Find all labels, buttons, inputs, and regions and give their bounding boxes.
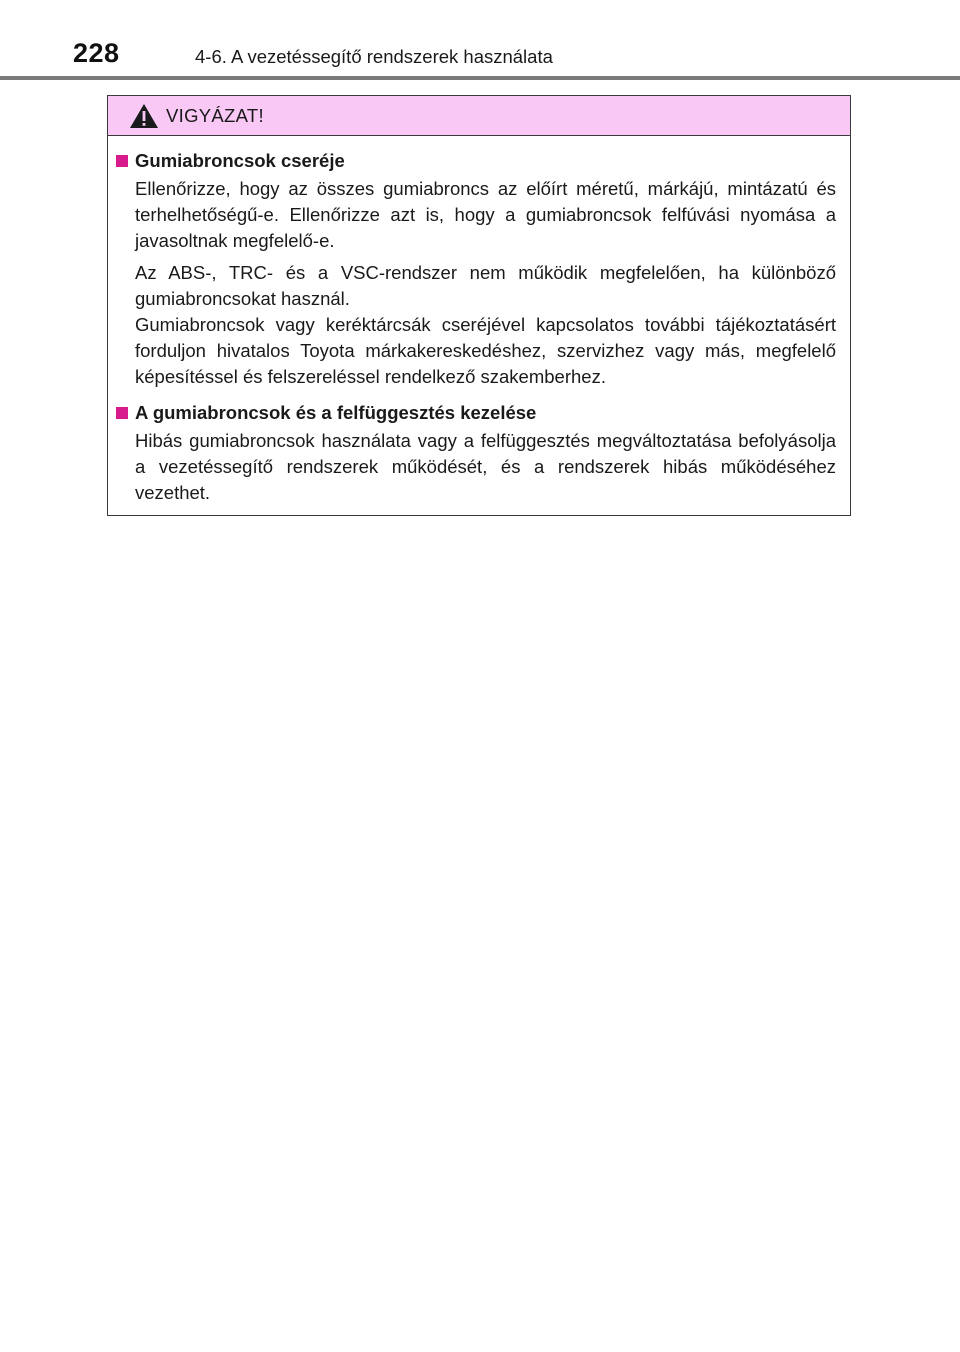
- item-heading: [114, 400, 836, 426]
- paragraph: Hibás gumiabroncsok használata vagy a felfüggesztés megváltoztatása befolyásolja a vezetéssegítő rendszerek működését, és a rendszerek hibás működéséhez vezethet.: [135, 430, 836, 503]
- warning-title: VIGYÁZAT!: [166, 105, 264, 126]
- paragraph: Az ABS-, TRC- és a VSC-rendszer nem működik megfelelően, ha különböző gumiabroncsokat használ.: [135, 262, 836, 309]
- warning-item-suspension: [114, 400, 836, 506]
- square-bullet-icon: [116, 155, 128, 167]
- warning-header: [108, 96, 850, 136]
- item-heading-text: A gumiabroncsok és a felfüggesztés kezelése: [135, 402, 537, 423]
- item-heading-text: Gumiabroncsok cseréje: [135, 150, 345, 171]
- header-rule: [0, 76, 960, 80]
- warning-box: [107, 95, 851, 516]
- item-text: [135, 428, 836, 506]
- item-heading: [114, 148, 836, 174]
- paragraph: Gumiabroncsok vagy keréktárcsák cseréjével kapcsolatos további tájékoztatásért forduljon hivatalos Toyota márkakereskedéshez, szervizhez vagy más, megfelelő képesítéssel és felszereléssel rendelkező szakemberhez.: [135, 314, 836, 387]
- warning-triangle-icon: [129, 103, 159, 129]
- paragraph: Ellenőrizze, hogy az összes gumiabroncs az előírt méretű, márkájú, mintázatú és terhelhetőségű-e. Ellenőrizze azt is, hogy a gumiabroncsok felfúvási nyomása a javasoltnak megfelelő-e.: [135, 178, 836, 251]
- section-title: 4-6. A vezetéssegítő rendszerek használata: [195, 46, 553, 67]
- square-bullet-icon: [116, 407, 128, 419]
- page-number: 228: [73, 38, 120, 68]
- item-text: [135, 176, 836, 390]
- warning-item-tire-replacement: [114, 148, 836, 390]
- warning-body: [108, 136, 850, 506]
